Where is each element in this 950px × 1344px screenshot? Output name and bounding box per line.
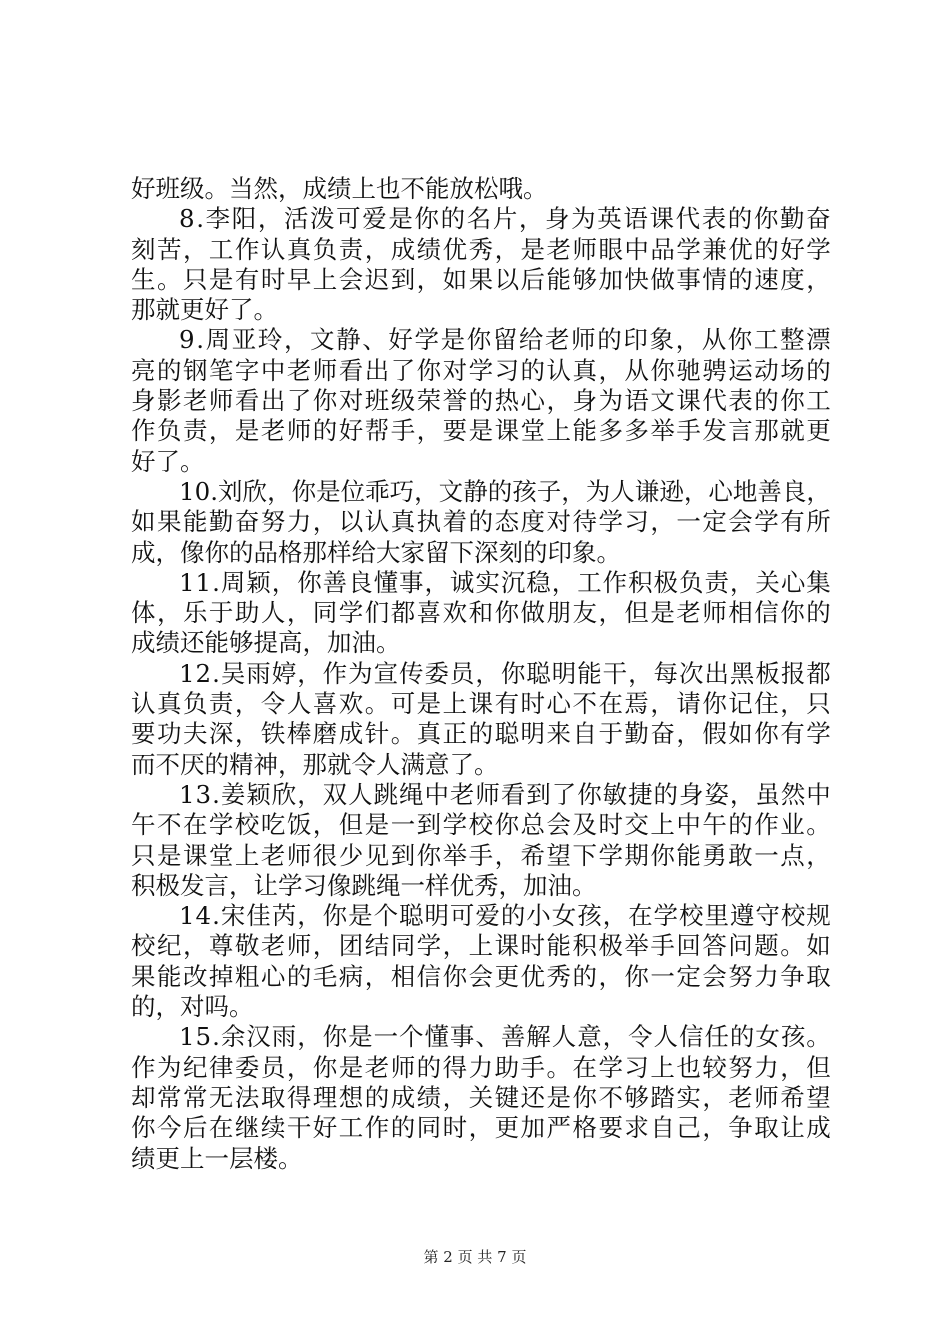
paragraph-item-10 — [131, 477, 831, 568]
text-line: 1 0 . 刘 欣 ， 你 是 位 乖 巧 ， 文 静 的 孩 子 ， 为 人 谦 逊 ， 心 地 善 良 ， — [179, 476, 831, 506]
paragraph-item-11 — [131, 568, 831, 659]
text-line: 8 . 李 阳 ， 活 泼 可 爱 是 你 的 名 片 ， 身 为 英 语 课 代 表 的 你 勤 奋 — [179, 204, 831, 234]
text-line: 积极发言，让学习像跳绳一样优秀，加油。 — [131, 870, 597, 900]
page-number-footer: 第 2 页 共 7 页 — [423, 1248, 527, 1266]
document-body — [131, 174, 831, 1174]
text-line: 你 今 后 在 继 续 干 好 工 作 的 同 时 ， 更 加 严 格 要 求 自 己 ， 争 取 让 成 — [131, 1113, 831, 1143]
text-line: 那就更好了。 — [131, 295, 278, 325]
text-line: 亮 的 钢 笔 字 中 老 师 看 出 了 你 对 学 习 的 认 真 ， 从 你 驰 骋 运 动 场 的 — [131, 355, 831, 385]
text-line: 而不厌的精神，那就令人满意了。 — [131, 749, 499, 779]
text-line: 1 1 . 周 颖 ， 你 善 良 懂 事 ， 诚 实 沉 稳 ， 工 作 积 极 负 责 ， 关 心 集 — [179, 567, 831, 597]
text-line: 成，像你的品格那样给大家留下深刻的印象。 — [131, 537, 621, 567]
text-line: 1 4 . 宋 佳 芮 ， 你 是 个 聪 明 可 爱 的 小 女 孩 ， 在 学 校 里 遵 守 校 规 — [179, 901, 831, 931]
text-line: 1 5 . 余 汉 雨 ， 你 是 一 个 懂 事 、 善 解 人 意 ， 令 人 信 任 的 女 孩 。 — [179, 1022, 831, 1052]
text-line: 作 负 责 ， 是 老 师 的 好 帮 手 ， 要 是 课 堂 上 能 多 多 举 手 发 言 那 就 更 — [131, 416, 831, 446]
text-line: 9 . 周 亚 玲 ， 文 静 、 好 学 是 你 留 给 老 师 的 印 象 ， 从 你 工 整 漂 — [179, 325, 831, 355]
text-line: 好了。 — [131, 446, 205, 476]
paragraph-item-14 — [131, 901, 831, 1022]
text-line: 绩更上一层楼。 — [131, 1143, 303, 1173]
paragraph-item-15 — [131, 1022, 831, 1173]
text-line: 成绩还能够提高，加油。 — [131, 628, 401, 658]
text-line: 好班级。当然，成绩上也不能放松哦。 — [131, 174, 548, 203]
paragraph-item-8 — [131, 204, 831, 325]
text-line: 的，对吗。 — [131, 992, 254, 1022]
text-line: 却 常 常 无 法 取 得 理 想 的 成 绩 ， 关 键 还 是 你 不 够 踏 实 ， 老 师 希 望 — [131, 1082, 831, 1112]
text-line: 1 2 . 吴 雨 婷 ， 作 为 宣 传 委 员 ， 你 聪 明 能 干 ， 每 次 出 黑 板 报 都 — [179, 658, 831, 688]
text-line: 体 ， 乐 于 助 人 ， 同 学 们 都 喜 欢 和 你 做 朋 友 ， 但 是 老 师 相 信 你 的 — [131, 598, 831, 628]
text-line: 身 影 老 师 看 出 了 你 对 班 级 荣 誉 的 热 心 ， 身 为 语 文 课 代 表 的 你 工 — [131, 386, 831, 416]
text-line: 作 为 纪 律 委 员 ， 你 是 老 师 的 得 力 助 手 。 在 学 习 上 也 较 努 力 ， 但 — [131, 1052, 831, 1082]
text-line: 认 真 负 责 ， 令 人 喜 欢 。 可 是 上 课 有 时 心 不 在 焉 ， 请 你 记 住 ， 只 — [131, 689, 831, 719]
text-line: 如 果 能 勤 奋 努 力 ， 以 认 真 执 着 的 态 度 对 待 学 习 ， 一 定 会 学 有 所 — [131, 507, 831, 537]
paragraph-item-13 — [131, 780, 831, 901]
text-line: 1 3 . 姜 颖 欣 ， 双 人 跳 绳 中 老 师 看 到 了 你 敏 捷 的 身 姿 ， 虽 然 中 — [179, 779, 831, 809]
text-line: 果 能 改 掉 粗 心 的 毛 病 ， 相 信 你 会 更 优 秀 的 ， 你 一 定 会 努 力 争 取 — [131, 961, 831, 991]
text-line: 校 纪 ， 尊 敬 老 师 ， 团 结 同 学 ， 上 课 时 能 积 极 举 手 回 答 问 题 。 如 — [131, 931, 831, 961]
text-line: 刻 苦 ， 工 作 认 真 负 责 ， 成 绩 优 秀 ， 是 老 师 眼 中 品 学 兼 优 的 好 学 — [131, 234, 831, 264]
paragraph-continuation — [131, 174, 831, 204]
paragraph-item-12 — [131, 659, 831, 780]
text-line: 只 是 课 堂 上 老 师 很 少 见 到 你 举 手 ， 希 望 下 学 期 你 能 勇 敢 一 点 ， — [131, 840, 831, 870]
paragraph-item-9 — [131, 325, 831, 476]
text-line: 午 不 在 学 校 吃 饭 ， 但 是 一 到 学 校 你 总 会 及 时 交 上 中 午 的 作 业 。 — [131, 810, 831, 840]
text-line: 要 功 夫 深 ， 铁 棒 磨 成 针 。 真 正 的 聪 明 来 自 于 勤 奋 ， 假 如 你 有 学 — [131, 719, 831, 749]
text-line: 生 。 只 是 有 时 早 上 会 迟 到 ， 如 果 以 后 能 够 加 快 做 事 情 的 速 度 ， — [131, 264, 831, 294]
